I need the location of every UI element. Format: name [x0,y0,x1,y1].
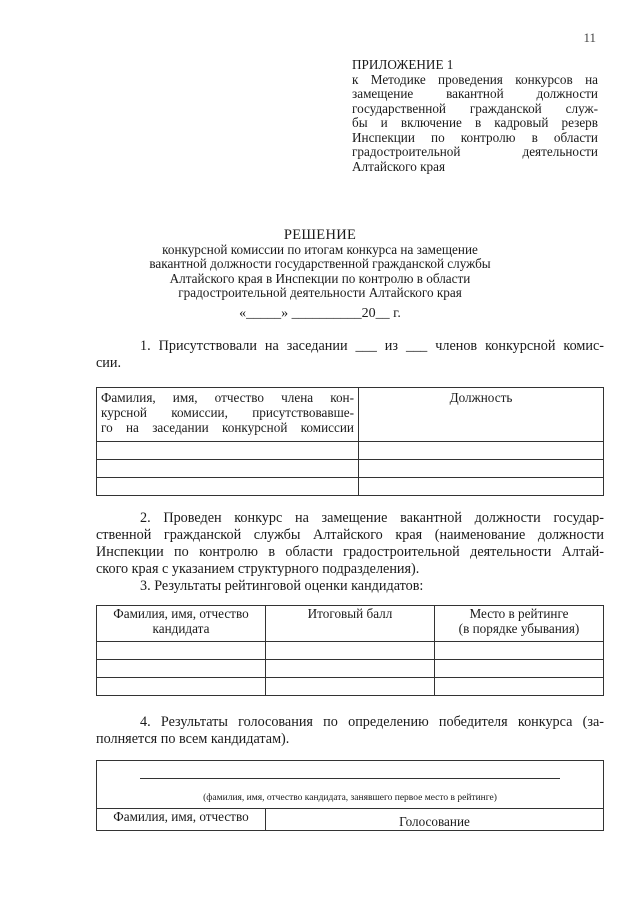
member-name-header [97,388,359,442]
table-cell [435,660,604,678]
rating-place-header [435,606,604,642]
table-cell [266,642,435,660]
header-line: го на заседании конкурсной комиссии [101,420,354,435]
winner-caption-cell [97,761,604,809]
section4-line: полняется по всем кандидатам). [96,731,290,747]
appendix-line: градостроительной деятельности [352,144,598,159]
table-cell [97,460,359,478]
decision-heading: РЕШЕНИЕ [283,227,357,243]
header-line: кандидата [152,621,210,636]
section2-paragraph [96,510,604,578]
appendix-line: бы и включение в кадровый резерв [352,115,598,130]
table-cell [97,678,266,696]
table-row [97,460,604,478]
rating-results-table [96,605,604,696]
table-cell [97,642,266,660]
decision-line: Алтайского края в Инспекции по контролю в области [169,270,471,286]
table-cell [435,678,604,696]
position-header: Должность [359,388,604,442]
page-number: 11 [583,30,596,45]
decision-block [0,228,640,301]
section2-line: ственной гражданской службы Алтайского края (наименование должности [96,527,604,543]
final-score-header: Итоговый балл [266,606,435,642]
header-line: Место в рейтинге [469,606,569,621]
winner-caption: (фамилия, имя, отчество кандидата, занявшего первое место в рейтинге) [203,793,497,803]
table-cell [359,442,604,460]
winner-name-line [140,778,560,779]
appendix-line: государственной гражданской служ- [352,100,598,116]
section4-line: 4. Результаты голосования по определению победителя конкурса (за- [140,714,604,730]
decision-line: градостроительной деятельности Алтайского края [178,285,462,300]
decision-date: «_____» __________20__ г. [239,306,401,321]
appendix-line: Алтайского края [352,158,446,174]
candidate-name-header: Фамилия, имя, отчество [97,809,266,831]
table-cell [359,460,604,478]
candidate-name-header [97,606,266,642]
appendix-block [352,58,598,174]
appendix-line: замещение вакантной должности [352,86,598,101]
table-header-row [97,388,604,442]
table-cell [266,678,435,696]
table-header-row [97,809,604,831]
section3-paragraph [96,578,604,595]
voting-results-table [96,760,604,831]
voting-header: Голосование [266,809,604,831]
section4-paragraph [96,714,604,748]
table-cell [97,478,359,496]
appendix-title: ПРИЛОЖЕНИЕ 1 [352,57,454,72]
decision-line: конкурсной комиссии по итогам конкурса на замещение [162,241,478,257]
decision-line: вакантной должности государственной гражданской службы [149,256,491,271]
section1-line: 1. Присутствовали на заседании ___ из ___ членов конкурсной комис- [140,338,604,354]
section2-line: ского края с указанием структурного подразделения). [96,561,420,577]
table-row [97,660,604,678]
table-cell [435,642,604,660]
section1-line: сии. [96,355,122,371]
table-header-row [97,606,604,642]
section1-paragraph [96,338,604,372]
section3-line: 3. Результаты рейтинговой оценки кандидатов: [140,578,424,594]
header-line: курсной комиссии, присутствовавше- [101,405,354,420]
table-cell [359,478,604,496]
header-line: Фамилия, имя, отчество члена кон- [101,390,354,405]
table-cell [97,660,266,678]
commission-members-table [96,387,604,496]
section2-line: 2. Проведен конкурс на замещение вакантной должности государ- [140,510,604,526]
header-line: (в порядке убывания) [458,621,580,636]
table-row [97,442,604,460]
table-cell [266,660,435,678]
appendix-line: к Методике проведения конкурсов на [352,71,598,87]
table-caption-row [97,761,604,809]
table-cell [97,442,359,460]
section2-line: Инспекции по контролю в области градостроительной деятельности Алтай- [96,544,604,560]
table-row [97,478,604,496]
table-row [97,678,604,696]
appendix-line: Инспекции по контролю в области [352,129,598,145]
table-row [97,642,604,660]
header-line: Фамилия, имя, отчество [113,606,249,621]
